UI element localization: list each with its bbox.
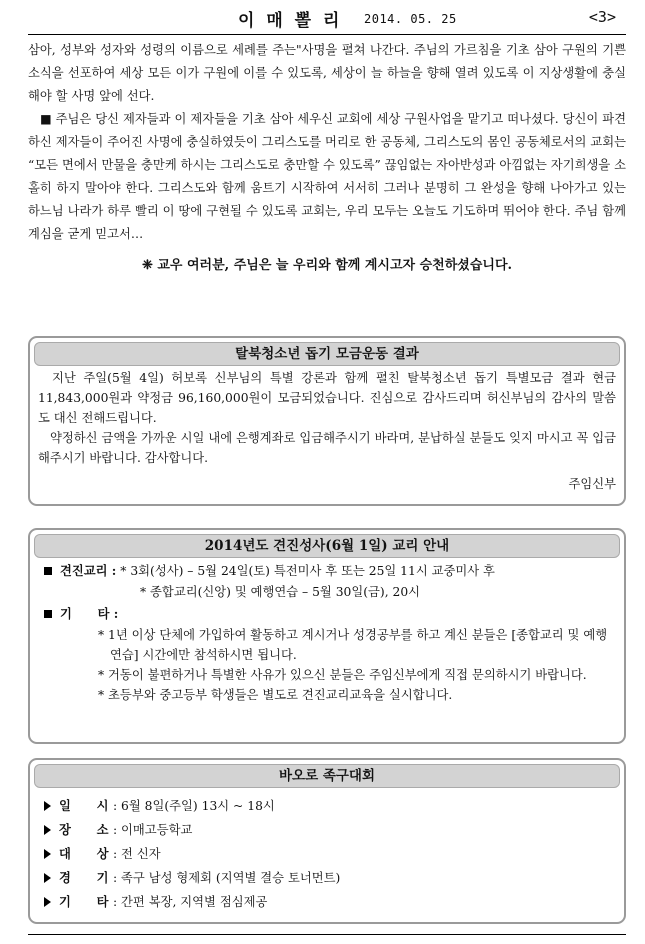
intro-paragraph-2 xyxy=(28,108,626,246)
info-value: : 족구 남성 형제회 (지역별 결승 토너먼트) xyxy=(113,871,341,885)
confirmation-class-line-1: * 3회(성사) – 5월 24일(토) 특전미사 후 또는 25일 11시 교중미사 후 xyxy=(120,564,495,578)
info-label: 장 소 xyxy=(59,822,109,837)
other-label: 기 타 : xyxy=(60,606,119,621)
confirmation-guide-box xyxy=(28,528,626,744)
confirmation-class-row xyxy=(38,560,616,582)
info-item-date xyxy=(38,794,616,818)
bulletin-title: 이 매 뽈 리 xyxy=(238,11,343,31)
triangle-bullet-icon xyxy=(44,849,51,859)
confirmation-class-label: 견진교리 : xyxy=(60,563,117,578)
foot-volleyball-box-title: 바오로 족구대회 xyxy=(34,764,620,788)
info-item-target xyxy=(38,842,616,866)
info-label: 일 시 xyxy=(59,798,109,813)
issue-date: 2014. 05. 25 xyxy=(364,12,457,26)
signature: 주임신부 xyxy=(568,477,616,491)
info-item-game xyxy=(38,866,616,890)
info-value: : 이매고등학교 xyxy=(113,823,193,837)
triangle-bullet-icon xyxy=(44,897,51,907)
intro-paragraph-2-text: 주님은 당신 제자들과 이 제자들을 기초 삼아 세우신 교회에 세상 구원사업을 맡기고 떠나셨다. 당신이 파견하신 제자들이 주어진 사명에 충실하였듯이 그리스도를 머리로 한 공동체, 그리스도의 몸인 공동체로서의 교회는 “모든 면에서 만물을 충만케 하시는 그리스도로 충만할 수 있도록” 끊임없는 자아반성과 아낌없는 자기희생을 소홀히 하지 말아야 한다. 그리스도와 함께 움트기 시작하여 서서히 그러나 분명히 그 완성을 향해 나아가고 있는 하느님 나라가 하루 빨리 이 땅에 구현될 수 있도록 교회는, 우리 모두는 오늘도 기도하며 뛰어야 한다. 주님 함께 계심을 굳게 믿고서… xyxy=(28,112,627,241)
foot-volleyball-box xyxy=(28,758,626,924)
bulletin-page xyxy=(28,6,627,909)
confirmation-class-line-2: * 종합교리(신앙) 및 예행연습 – 5월 30일(금), 20시 xyxy=(140,585,421,599)
other-row xyxy=(38,603,616,625)
fundraising-text-2: 약정하신 금액을 가까운 시일 내에 은행계좌로 입금해주시기 바라며, 분납하실 분들도 잊지 마시고 꼭 입금해주시기 바랍니다. 감사합니다. xyxy=(38,431,616,465)
intro-paragraph-1: 삼아, 성부와 성자와 성령의 이름으로 세례를 주는"사명을 펼쳐 나간다. 주님의 가르침을 기초 삼아 구원의 기쁜 소식을 선포하여 세상 모든 이가 구원에 이를 수 있도록, 세상이 늘 하늘을 향해 열려 있도록 이 지상생활에 충실해야 할 사명 앞에 선다. xyxy=(28,43,626,103)
triangle-bullet-icon xyxy=(44,801,51,811)
triangle-bullet-icon xyxy=(44,825,51,835)
fundraising-text-1: 지난 주일(5월 4일) 허보록 신부님의 특별 강론과 함께 펼친 탈북청소년 돕기 특별모금 결과 현금 11,843,000원과 약정금 96,160,000원이 모금되었습니다. 진심으로 감사드리며 허신부님의 감사의 말씀도 대신 전해드립니다. xyxy=(38,371,616,425)
confirmation-box-body xyxy=(30,558,624,709)
closing-message: ❈ 교우 여러분, 주님은 늘 우리와 함께 계시고자 승천하셨습니다. xyxy=(141,258,513,273)
info-label: 대 상 xyxy=(59,846,109,861)
info-value: : 전 신자 xyxy=(113,847,161,861)
fundraising-box-title: 탈북청소년 돕기 모금운동 결과 xyxy=(34,342,620,366)
fundraising-box-body xyxy=(30,366,624,498)
triangle-bullet-icon xyxy=(44,873,51,883)
info-item-etc xyxy=(38,890,616,914)
square-bullet-icon xyxy=(44,610,52,618)
fundraising-result-box xyxy=(28,336,626,506)
confirmation-box-title: 2014년도 견진성사(6월 1일) 교리 안내 xyxy=(34,534,620,558)
note-1: * 1년 이상 단체에 가입하여 활동하고 계시거나 성경공부를 하고 계신 분들은 [종합교리 및 예행연습] 시간에만 참석하시면 됩니다. xyxy=(98,628,608,662)
square-bullet-icon xyxy=(44,567,52,575)
info-label: 경 기 xyxy=(59,870,109,885)
info-value: : 간편 복장, 지역별 점심제공 xyxy=(113,895,268,909)
bottom-divider xyxy=(28,934,626,935)
page-number: <3> xyxy=(588,8,616,26)
info-value: : 6월 8일(주일) 13시 ~ 18시 xyxy=(113,799,275,813)
square-bullet-icon: ■ xyxy=(40,112,56,126)
info-item-place xyxy=(38,818,616,842)
foot-volleyball-box-body xyxy=(30,788,624,918)
page-header xyxy=(28,6,626,35)
note-3: * 초등부와 중고등부 학생들은 별도로 견진교리교육을 실시합니다. xyxy=(98,688,453,702)
info-label: 기 타 xyxy=(59,894,109,909)
note-2: * 거동이 불편하거나 특별한 사유가 있으신 분들은 주임신부에게 직접 문의하시기 바랍니다. xyxy=(98,668,587,682)
